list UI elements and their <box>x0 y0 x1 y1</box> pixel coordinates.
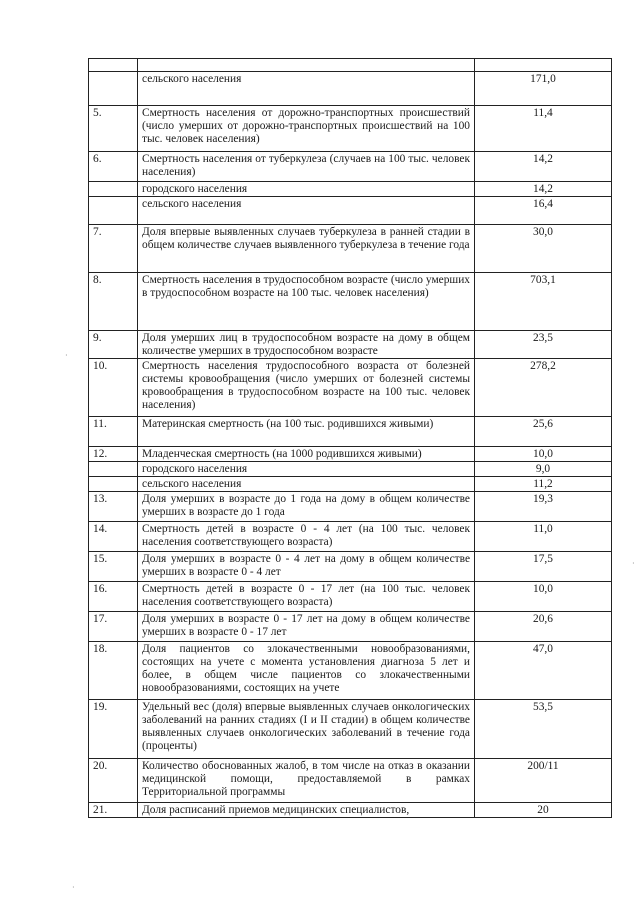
row-number <box>89 477 138 492</box>
indicator-value: 9,0 <box>475 462 612 477</box>
row-number: 12. <box>89 447 138 462</box>
indicator-value: 20,6 <box>475 612 612 642</box>
row-number: 21. <box>89 803 138 818</box>
indicator-name: городского населения <box>138 182 475 197</box>
table-row <box>89 447 612 462</box>
table-row <box>89 477 612 492</box>
table-row <box>89 417 612 447</box>
row-number: 17. <box>89 612 138 642</box>
indicator-value: 10,0 <box>475 582 612 612</box>
indicator-name: Удельный вес (доля) впервые выявленных случаев онкологических заболеваний на ранних стадиях (I и II стадии) в общем количестве выявленных случаев онкологических заболеваний в течение года (проценты) <box>138 700 475 759</box>
row-number: 7. <box>89 225 138 273</box>
table-row <box>89 72 612 106</box>
indicator-name: Доля умерших в возрасте 0 - 17 лет на дому в общем количестве умерших в возрасте 0 - 17 лет <box>138 612 475 642</box>
table-row <box>89 59 612 72</box>
indicator-value: 25,6 <box>475 417 612 447</box>
indicator-value: 16,4 <box>475 197 612 225</box>
scan-speck: · <box>632 559 635 568</box>
indicator-value <box>475 59 612 72</box>
indicator-value: 10,0 <box>475 447 612 462</box>
table-row <box>89 331 612 359</box>
row-number: 19. <box>89 700 138 759</box>
table-row <box>89 522 612 552</box>
indicator-name: Материнская смертность (на 100 тыс. родившихся живыми) <box>138 417 475 447</box>
indicator-name: Доля умерших в возрасте 0 - 4 лет на дому в общем количестве умерших в возрасте 0 - 4 лет <box>138 552 475 582</box>
indicator-value: 53,5 <box>475 700 612 759</box>
scan-speck: · <box>65 351 68 360</box>
table-row <box>89 612 612 642</box>
table-row <box>89 225 612 273</box>
row-number: 18. <box>89 642 138 700</box>
indicator-name: Смертность населения от туберкулеза (случаев на 100 тыс. человек населения) <box>138 152 475 182</box>
row-number: 11. <box>89 417 138 447</box>
row-number: 13. <box>89 492 138 522</box>
row-number: 14. <box>89 522 138 552</box>
indicator-value: 14,2 <box>475 152 612 182</box>
indicator-value: 30,0 <box>475 225 612 273</box>
table-row <box>89 759 612 803</box>
indicator-name: сельского населения <box>138 72 475 106</box>
table-row <box>89 642 612 700</box>
table-row <box>89 582 612 612</box>
table-row <box>89 492 612 522</box>
row-number: 9. <box>89 331 138 359</box>
indicators-table <box>88 58 612 818</box>
indicator-value: 11,0 <box>475 522 612 552</box>
indicator-value: 23,5 <box>475 331 612 359</box>
indicator-value: 11,2 <box>475 477 612 492</box>
indicator-name: Доля умерших в возрасте до 1 года на дому в общем количестве умерших в возрасте до 1 года <box>138 492 475 522</box>
indicator-name: Доля пациентов со злокачественными новообразованиями, состоящих на учете с момента установления диагноза 5 лет и более, в общем числе пациентов со злокачественными новообразованиями, состоящих на учете <box>138 642 475 700</box>
indicator-value: 19,3 <box>475 492 612 522</box>
table-row <box>89 462 612 477</box>
indicator-name: Смертность детей в возрасте 0 - 17 лет (на 100 тыс. человек населения соответствующего возраста) <box>138 582 475 612</box>
table-row <box>89 106 612 152</box>
table-row <box>89 552 612 582</box>
table-row <box>89 152 612 182</box>
row-number <box>89 59 138 72</box>
indicator-name: Доля расписаний приемов медицинских специалистов, <box>138 803 475 818</box>
table-row <box>89 197 612 225</box>
row-number: 5. <box>89 106 138 152</box>
row-number <box>89 72 138 106</box>
row-number: 8. <box>89 273 138 331</box>
row-number <box>89 182 138 197</box>
indicator-name: Смертность населения в трудоспособном возрасте (число умерших в трудоспособном возрасте на 100 тыс. человек населения) <box>138 273 475 331</box>
indicator-value: 703,1 <box>475 273 612 331</box>
indicator-name: сельского населения <box>138 477 475 492</box>
indicator-name: сельского населения <box>138 197 475 225</box>
indicator-name: Смертность населения от дорожно-транспортных происшествий (число умерших от дорожно-транспортных происшествий на 100 тыс. человек населения) <box>138 106 475 152</box>
indicator-name: Доля впервые выявленных случаев туберкулеза в ранней стадии в общем количестве случаев выявленного туберкулеза в течение года <box>138 225 475 273</box>
table-row <box>89 803 612 818</box>
row-number: 6. <box>89 152 138 182</box>
indicator-name: Младенческая смертность (на 1000 родившихся живыми) <box>138 447 475 462</box>
row-number <box>89 462 138 477</box>
indicator-name <box>138 59 475 72</box>
table-row <box>89 182 612 197</box>
row-number: 16. <box>89 582 138 612</box>
row-number <box>89 197 138 225</box>
indicator-value: 14,2 <box>475 182 612 197</box>
indicator-name: Смертность населения трудоспособного возраста от болезней системы кровообращения (число умерших от болезней системы кровообращения в трудоспособном возрасте на 100 тыс. человек населения) <box>138 359 475 417</box>
indicator-name: Доля умерших лиц в трудоспособном возрасте на дому в общем количестве умерших в трудоспособном возрасте <box>138 331 475 359</box>
table-row <box>89 359 612 417</box>
table-row <box>89 273 612 331</box>
table-row <box>89 700 612 759</box>
scan-speck: · <box>72 883 75 892</box>
row-number: 10. <box>89 359 138 417</box>
indicator-value: 20 <box>475 803 612 818</box>
indicator-value: 278,2 <box>475 359 612 417</box>
indicator-value: 200/11 <box>475 759 612 803</box>
indicator-value: 47,0 <box>475 642 612 700</box>
indicator-name: Смертность детей в возрасте 0 - 4 лет (на 100 тыс. человек населения соответствующего возраста) <box>138 522 475 552</box>
indicator-name: городского населения <box>138 462 475 477</box>
indicator-value: 11,4 <box>475 106 612 152</box>
indicator-value: 171,0 <box>475 72 612 106</box>
indicator-name: Количество обоснованных жалоб, в том числе на отказ в оказании медицинской помощи, предоставляемой в рамках Территориальной программы <box>138 759 475 803</box>
indicator-value: 17,5 <box>475 552 612 582</box>
row-number: 15. <box>89 552 138 582</box>
row-number: 20. <box>89 759 138 803</box>
